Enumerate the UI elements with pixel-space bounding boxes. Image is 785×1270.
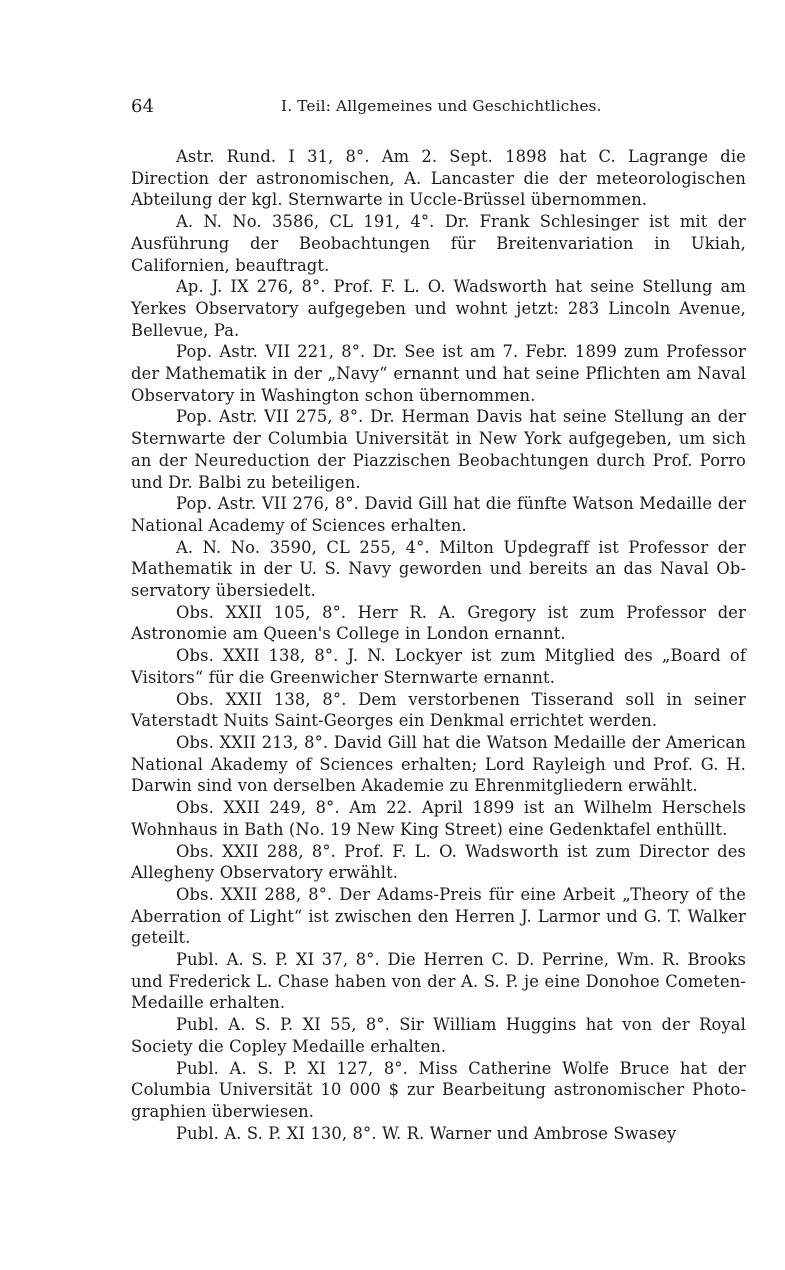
paragraph-gregory: Obs. XXII 105, 8°. Herr R. A. Gregory ist zum Professor der Astronomie am Queen's College in London ernannt. — [131, 602, 746, 644]
page-header — [131, 96, 746, 122]
paragraph-warner-swasey: Publ. A. S. P. XI 130, 8°. W. R. Warner und Ambrose Swasey — [176, 1123, 677, 1143]
paragraph-updegraff: A. N. No. 3590, CL 255, 4°. Milton Updegraff ist Professor der Mathematik in der U. S. Navy geworden und bereits an das Naval Observatory übersiedelt. — [131, 537, 746, 601]
paragraph-gill-american-academy: Obs. XXII 213, 8°. David Gill hat die Watson Medaille der American National Akademy of Sciences erhalten; Lord Rayleigh und Prof. G. H. Darwin sind von derselben Akademie zu Ehrenmitgliedern erwählt. — [131, 732, 746, 796]
paragraph-bruce-donation: Publ. A. S. P. XI 127, 8°. Miss Catherine Wolfe Bruce hat der Columbia Universität 10 000 $ zur Bearbeitung astronomischer Photographien überwiesen. — [131, 1058, 746, 1121]
paragraph-herschel-house: Obs. XXII 249, 8°. Am 22. April 1899 ist an Wilhelm Herschels Wohnhaus in Bath (No. 19 New King Street) eine Gedenktafel enthüllt. — [131, 798, 746, 839]
paragraph-see-navy: Pop. Astr. VII 221, 8°. Dr. See ist am 7. Febr. 1899 zum Professor der Mathematik in der „Navy“ ernannt und hat seine Pflichten am Naval Observatory in Washington schon übernommen. — [131, 342, 746, 405]
paragraph-wadsworth-allegheny: Obs. XXII 288, 8°. Prof. F. L. O. Wadsworth ist zum Director des Allegheny Observatory erwählt. — [131, 841, 746, 883]
paragraph-lockyer: Obs. XXII 138, 8°. J. N. Lockyer ist zum Mitglied des „Board of Visitors“ für die Greenwicher Sternwarte ernannt. — [131, 646, 746, 687]
paragraph-wadsworth-yerkes: Ap. J. IX 276, 8°. Prof. F. L. O. Wadsworth hat seine Stellung am Yerkes Observatory aufgegeben und wohnt jetzt: 283 Lincoln Avenue, Bellevue, Pa. — [131, 277, 746, 340]
running-head: I. Teil: Allgemeines und Geschichtliches. — [281, 97, 602, 115]
paragraph-tisserand: Obs. XXII 138, 8°. Dem verstorbenen Tisserand soll in seiner Vaterstadt Nuits Saint-Georges ein Denkmal errichtet werden. — [131, 689, 746, 731]
paragraph-schlesinger: A. N. No. 3586, CL 191, 4°. Dr. Frank Schlesinger ist mit der Ausführung der Beobachtungen für Breitenvariation in Ukiah, Californien, beauftragt. — [131, 212, 746, 275]
paragraph-lagrange-lancaster: Astr. Rund. I 31, 8°. Am 2. Sept. 1898 hat C. Lagrange die Direction der astronomischen, A. Lancaster die der meteorologischen Abteilung der kgl. Sternwarte in Uccle-Brüssel übernommen. — [131, 147, 746, 210]
page-number: 64 — [131, 96, 155, 117]
paragraph-gill-fifth-medal: Pop. Astr. VII 276, 8°. David Gill hat die fünfte Watson Medaille der National Academy of Sciences erhalten. — [131, 494, 746, 535]
page-body — [131, 146, 746, 1144]
paragraph-herman-davis: Pop. Astr. VII 275, 8°. Dr. Herman Davis hat seine Stellung an der Sternwarte der Columbia Universität in New York aufgegeben, um sich an der Neureduction der Piazzischen Beobachtungen durch Prof. Porro und Dr. Balbi zu beteiligen. — [131, 407, 746, 492]
paragraph-donohoe-medal: Publ. A. S. P. XI 37, 8°. Die Herren C. D. Perrine, Wm. R. Brooks und Frederick L. Chase haben von der A. S. P. je eine Donohoe Cometen-Medaille erhalten. — [131, 950, 746, 1013]
paragraph-adams-prize: Obs. XXII 288, 8°. Der Adams-Preis für eine Arbeit „Theory of the Aberration of Light“ ist zwischen den Herren J. Larmor und G. T. Walker geteilt. — [131, 884, 746, 948]
paragraph-huggins: Publ. A. S. P. XI 55, 8°. Sir William Huggins hat von der Royal Society die Copley Medaille erhalten. — [131, 1015, 746, 1056]
